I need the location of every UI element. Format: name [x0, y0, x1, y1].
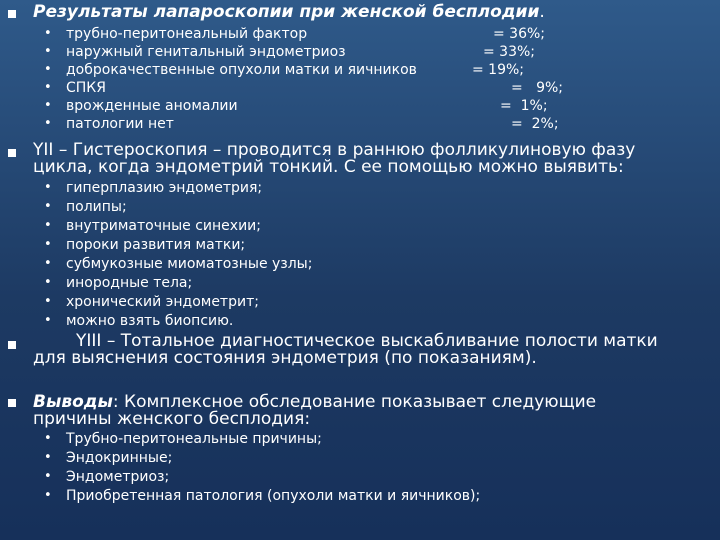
list-item: Эндокринные; — [66, 450, 173, 466]
bullet-icon: • — [44, 180, 52, 195]
list-item-value: = 36%; — [493, 26, 546, 42]
section2-line1: YII – Гистероскопия – проводится в раннюю фолликулиновую фазу — [33, 140, 636, 160]
square-bullet-icon — [8, 399, 16, 407]
list-item: пороки развития матки; — [66, 237, 246, 253]
bullet-icon: • — [44, 275, 52, 290]
bullet-icon: • — [44, 450, 52, 465]
list-item-label: доброкачественные опухоли матки и яичников — [66, 62, 417, 78]
list-item: хронический эндометрит; — [66, 294, 259, 310]
bullet-icon: • — [44, 80, 52, 95]
list-item-value: = 33%; — [483, 44, 536, 60]
section1-title-text: Результаты лапароскопии при женской бесплодии — [33, 2, 540, 22]
bullet-icon: • — [44, 294, 52, 309]
list-item: внутриматочные синехии; — [66, 218, 261, 234]
list-item: субмукозные миоматозные узлы; — [66, 256, 313, 272]
bullet-icon: • — [44, 98, 52, 113]
section1-title — [33, 3, 545, 22]
bullet-icon: • — [44, 431, 52, 446]
bullet-icon: • — [44, 62, 52, 77]
list-item: Эндометриоз; — [66, 469, 170, 485]
bullet-icon: • — [44, 488, 52, 503]
list-item-label: наружный генитальный эндометриоз — [66, 44, 346, 60]
list-item-value: = 2%; — [511, 116, 559, 132]
list-item: Приобретенная патология (опухоли матки и яичников); — [66, 488, 481, 504]
square-bullet-icon — [8, 341, 16, 349]
list-item-value: = 1%; — [500, 98, 548, 114]
section2-line2: цикла, когда эндометрий тонкий. С ее помощью можно выявить: — [33, 157, 624, 177]
list-item: можно взять биопсию. — [66, 313, 234, 329]
bullet-icon: • — [44, 313, 52, 328]
bullet-icon: • — [44, 256, 52, 271]
section4-line2: причины женского бесплодия: — [33, 409, 311, 429]
section1-title-suffix: . — [539, 2, 545, 22]
list-item-label: врожденные аномалии — [66, 98, 238, 114]
bullet-icon: • — [44, 26, 52, 41]
square-bullet-icon — [8, 10, 16, 18]
list-item-label: трубно-перитонеальный фактор — [66, 26, 308, 42]
bullet-icon: • — [44, 116, 52, 131]
list-item: инородные тела; — [66, 275, 193, 291]
list-item-value: = 19%; — [472, 62, 525, 78]
square-bullet-icon — [8, 149, 16, 157]
list-item: Трубно-перитонеальные причины; — [66, 431, 322, 447]
section3-line1: YIII – Тотальное диагностическое выскабливание полости матки — [76, 331, 658, 351]
list-item-label: патологии нет — [66, 116, 174, 132]
list-item-label: СПКЯ — [66, 80, 106, 96]
bullet-icon: • — [44, 218, 52, 233]
list-item: гиперплазию эндометрия; — [66, 180, 263, 196]
bullet-icon: • — [44, 469, 52, 484]
list-item: полипы; — [66, 199, 127, 215]
bullet-icon: • — [44, 237, 52, 252]
section4-line1-rest: : Комплексное обследование показывает следующие — [112, 392, 597, 412]
section4-keyword: Выводы — [33, 392, 113, 412]
section3-line2: для выяснения состояния эндометрия (по показаниям). — [33, 348, 537, 368]
list-item-value: = 9%; — [511, 80, 564, 96]
bullet-icon: • — [44, 44, 52, 59]
bullet-icon: • — [44, 199, 52, 214]
